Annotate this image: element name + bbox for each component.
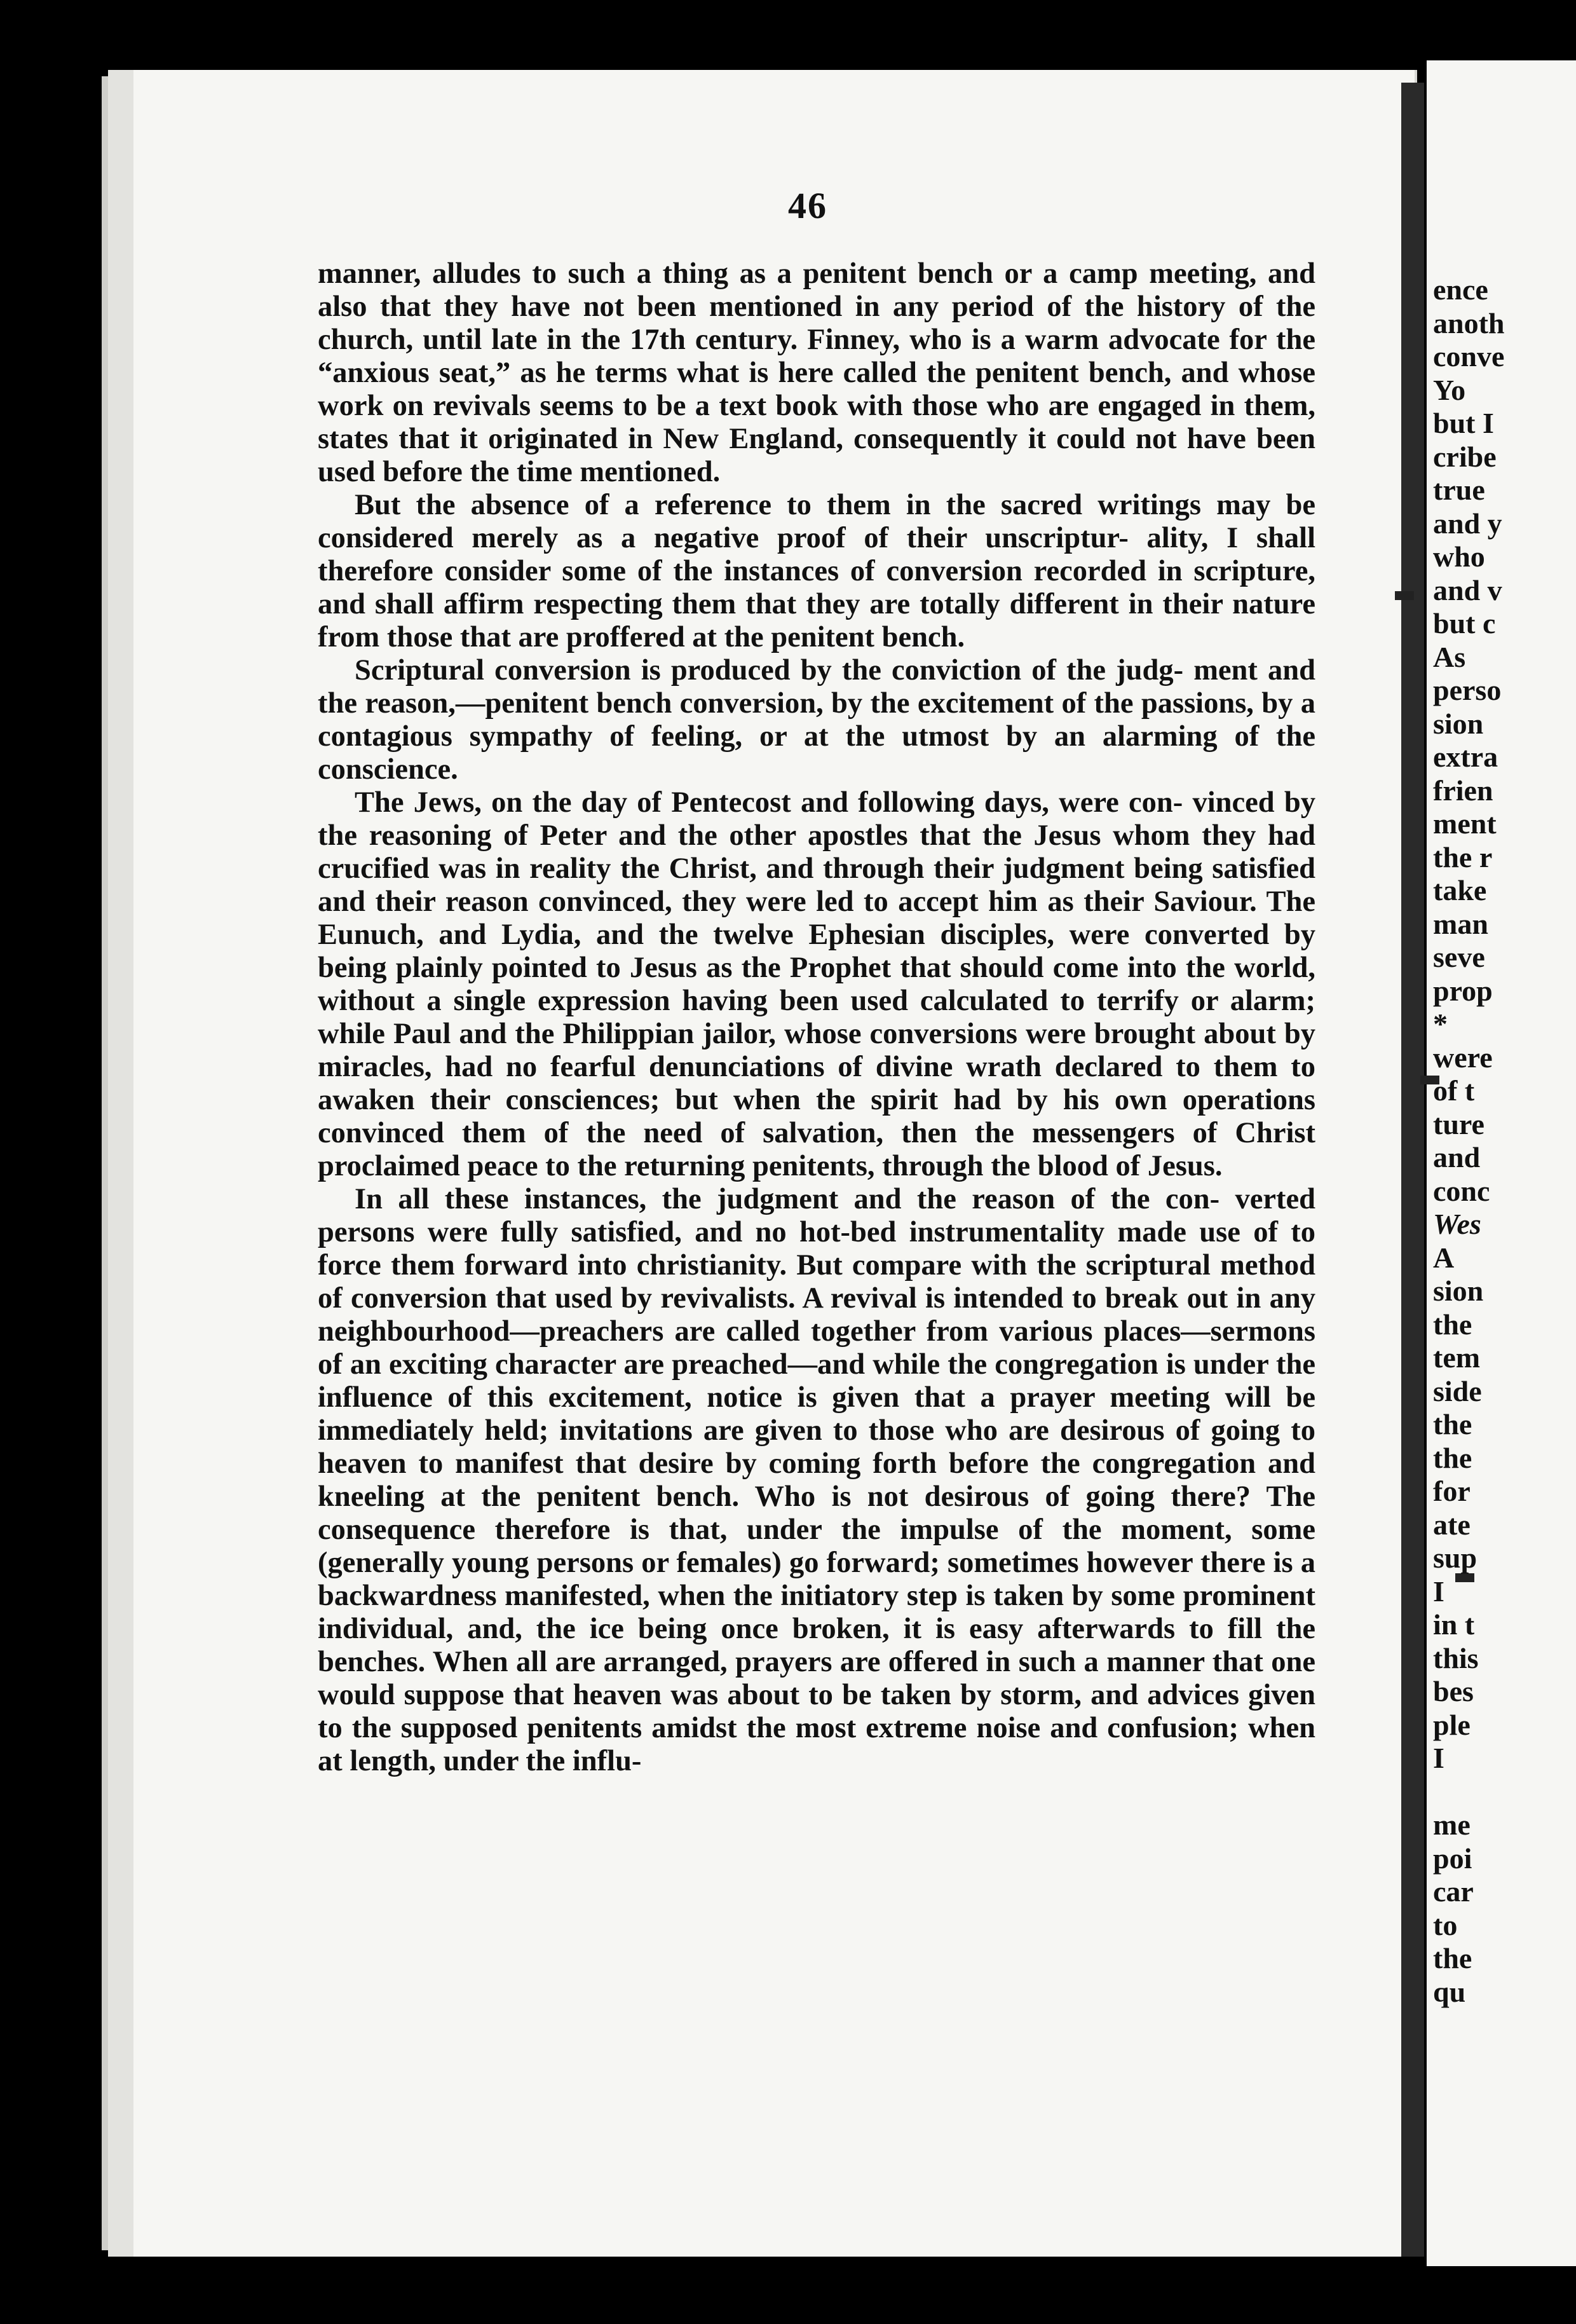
right-line: cribe [1433,440,1497,473]
paragraph-1: manner, alludes to such a thing as a penitent bench or a camp meeting, and also that they have not been mentioned in any period of the history of the church, until late in the 17th century. Finney, who is a warm advocate for the “anxious seat,” as he terms what is here called the penitent bench, and whose work on revivals seems to be a text book with those who are engaged in them, states that it originated in New England, consequently it could not have been used before the time mentioned. [318,257,1315,488]
right-line: conve [1433,340,1505,373]
right-line: * [1433,1008,1448,1040]
right-line: conc [1433,1174,1490,1207]
right-line: sion [1433,1275,1484,1307]
right-line: and [1433,1141,1481,1173]
right-line: frien [1433,774,1493,807]
paragraph-5: In all these instances, the judgment and the reason of the con- verted persons were fully satisfied, and no hot-bed instrumentality made use of to force them forward into christianity. But compare with the scriptural method of conversion that used by revivalists. A revival is intended to break out in any neighbourhood—preachers are called together from various places—sermons of an exciting character are preached—and while the congregation is under the influence of this excitement, notice is given that a prayer meeting will be immediately held; invitations are given to those who are desirous of going to heaven to manifest that desire by coming forth before the congregation and kneeling at the penitent bench. Who is not desirous of going there? The consequence therefore is that, under the impulse of the moment, some (generally young persons or females) go forward; sometimes however there is a backwardness manifested, when the initiatory step is taken by some prominent individual, and, the ice being once broken, it is easy afterwards to fill the benches. When all are arranged, prayers are offered in such a manner that one would suppose that heaven was about to be taken by storm, and advices given to the supposed penitents amidst the most extreme noise and confusion; when at length, under the influ- [318,1183,1315,1777]
right-line: perso [1433,674,1502,706]
right-line: anoth [1433,306,1505,339]
right-line: to [1433,1908,1458,1941]
right-line: the [1433,1308,1472,1341]
right-line [1433,1775,1576,1809]
right-line: qu [1433,1975,1466,2008]
right-line: ment [1433,807,1497,840]
right-line: were [1433,1041,1493,1074]
right-line: poi [1433,1842,1472,1875]
right-line: man [1433,907,1488,940]
right-line: the [1433,1408,1472,1440]
right-line: sion [1433,707,1484,740]
right-line: I [1433,1575,1444,1608]
right-page-text-fragments [1433,273,1576,2009]
right-line: of t [1433,1074,1475,1107]
right-line: this [1433,1641,1479,1674]
right-line: take [1433,874,1487,906]
right-line: the r [1433,840,1493,873]
right-line: for [1433,1475,1471,1507]
page-tab-mark-top [1395,591,1414,600]
paragraph-2: But the absence of a reference to them in the sacred writings may be considered merely as a negative proof of their unscriptur- ality, I shall therefore consider some of the instances of conversion recorded in scripture, and shall affirm respecting them that they are totally different in their nature from those that are proffered at the penitent bench. [318,489,1315,653]
right-line: side [1433,1374,1482,1407]
paragraph-3: Scriptural conversion is produced by the conviction of the judg- ment and the reason,—penitent bench conversion, by the excitement of the passions, by a contagious sympathy of feeling, or at the utmost by an alarming of the conscience. [318,654,1315,786]
right-line: me [1433,1808,1471,1841]
right-line: the [1433,1942,1472,1974]
right-line: A [1433,1241,1455,1274]
right-line: Wes [1433,1208,1481,1240]
right-line: I [1433,1742,1444,1774]
right-line: seve [1433,941,1485,973]
right-line: extra [1433,741,1498,773]
right-line: tem [1433,1341,1481,1374]
right-line: car [1433,1875,1474,1908]
right-line: but I [1433,407,1494,439]
right-line: and v [1433,573,1502,606]
right-line: but c [1433,607,1496,639]
page-number: 46 [788,185,827,226]
right-line: sup [1433,1541,1478,1574]
right-line: ple [1433,1708,1471,1741]
right-line: bes [1433,1675,1474,1707]
right-line: and y [1433,507,1502,540]
right-line: who [1433,540,1485,573]
right-line: in t [1433,1608,1475,1641]
right-line: Yo [1433,373,1466,406]
body-text [318,257,1315,1778]
right-line: As [1433,640,1466,673]
right-line: prop [1433,974,1493,1007]
right-line: the [1433,1441,1472,1474]
right-line: ence [1433,273,1488,306]
right-line: ture [1433,1107,1484,1140]
paragraph-4: The Jews, on the day of Pentecost and following days, were con- vinced by the reasoning of Peter and the other apostles that the Jesus whom they had crucified was in reality the Christ, and through their judgment being satisfied and their reason convinced, they were led to accept him as their Saviour. The Eunuch, and Lydia, and the twelve Ephesian disciples, were converted by being plainly pointed to Jesus as the Prophet that should come into the world, without a single expression having been used calculated to terrify or alarm; while Paul and the Philippian jailor, whose conversions were brought about by miracles, had no fearful denunciations of divine wrath declared to them to awaken their consciences; but when the spirit had by his own operations convinced them of the need of salvation, then the messengers of Christ proclaimed peace to the returning penitents, through the blood of Jesus. [318,786,1315,1182]
book-gutter [1401,83,1424,2257]
right-line: true [1433,474,1485,506]
right-line: ate [1433,1508,1471,1541]
